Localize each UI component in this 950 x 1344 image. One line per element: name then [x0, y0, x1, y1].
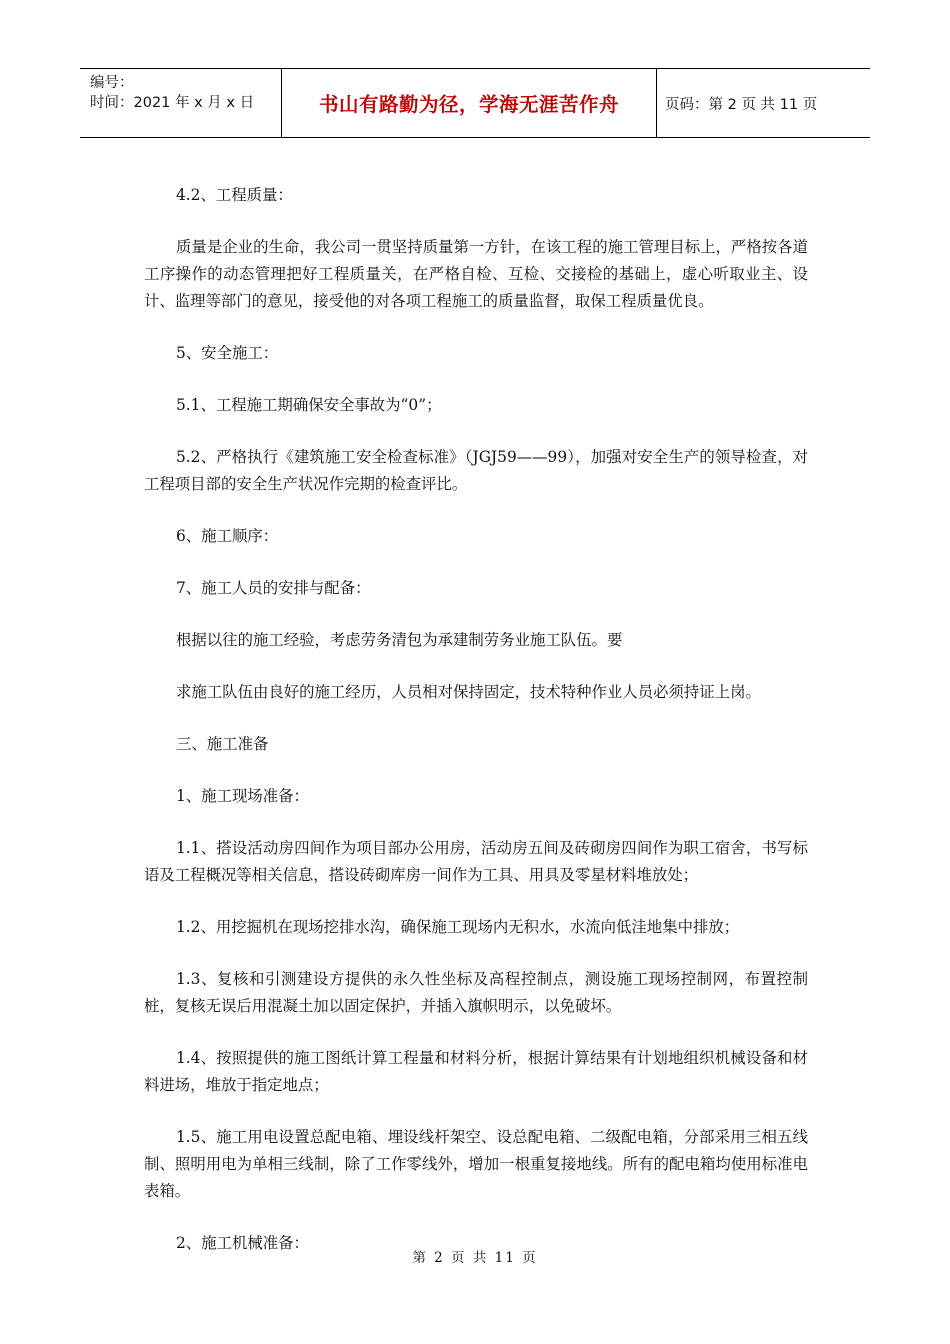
header-meta: [80, 69, 282, 137]
paragraph: 1.1、搭设活动房四间作为项目部办公用房，活动房五间及砖砌房四间作为职工宿舍，书写标语及工程概况等相关信息，搭设砖砌库房一间作为工具、用具及零星材料堆放处；: [144, 839, 808, 884]
paragraph: 1、施工现场准备：: [176, 787, 309, 805]
paragraph: 1.2、用挖掘机在现场挖排水沟，确保施工现场内无积水，水流向低洼地集中排放；: [176, 918, 740, 936]
paragraph: 5.2、严格执行《建筑施工安全检查标准》（JGJ59——99），加强对安全生产的领导检查，对工程项目部的安全生产状况作完期的检查评比。: [144, 448, 808, 493]
paragraph: 1.4、按照提供的施工图纸计算工程量和材料分析，根据计算结果有计划地组织机械设备和材料进场，堆放于指定地点；: [144, 1049, 808, 1094]
paragraph: 三、施工准备: [176, 735, 269, 753]
paragraph: 1.3、复核和引测建设方提供的永久性坐标及高程控制点，测设施工现场控制网，布置控制桩，复核无误后用混凝土加以固定保护，并插入旗帜明示，以免破坏。: [144, 970, 808, 1015]
paragraph: 4.2、工程质量：: [176, 186, 293, 204]
paragraph: 求施工队伍由良好的施工经历，人员相对保持固定，技术特种作业人员必须持证上岗。: [176, 683, 761, 701]
header-motto: 书山有路勤为径，学海无涯苦作舟: [282, 69, 657, 137]
paragraph: 质量是企业的生命，我公司一贯坚持质量第一方针，在该工程的施工管理目标上，严格按各道工序操作的动态管理把好工程质量关，在严格自检、互检、交接检的基础上，虚心听取业主、设计、监理等部门的意见，接受他的对各项工程施工的质量监督，取保工程质量优良。: [144, 238, 808, 310]
header-page-label: 页码：第 2 页 共 11 页: [665, 96, 818, 113]
paragraph: 5.1、工程施工期确保安全事故为“0”；: [176, 396, 442, 414]
paragraph: 5、安全施工：: [176, 344, 279, 362]
paragraph: 根据以往的施工经验，考虑劳务清包为承建制劳务业施工队伍。要: [176, 631, 623, 649]
page-header: [80, 68, 870, 138]
paragraph: 2、施工机械准备：: [176, 1234, 309, 1252]
time-label: 时间：2021 年 x 月 x 日: [90, 95, 255, 111]
paragraph: 1.5、施工用电设置总配电箱、埋设线杆架空、设总配电箱、二级配电箱，分部采用三相五线制、照明用电为单相三线制，除了工作零线外，增加一根重复接地线。所有的配电箱均使用标准电表箱。: [144, 1128, 808, 1200]
number-label: 编号：: [90, 75, 134, 91]
document-body: [144, 182, 808, 1257]
paragraph: 6、施工顺序：: [176, 527, 279, 545]
paragraph: 7、施工人员的安排与配备：: [176, 579, 371, 597]
page-footer: 第 2 页 共 11 页: [412, 1250, 538, 1266]
